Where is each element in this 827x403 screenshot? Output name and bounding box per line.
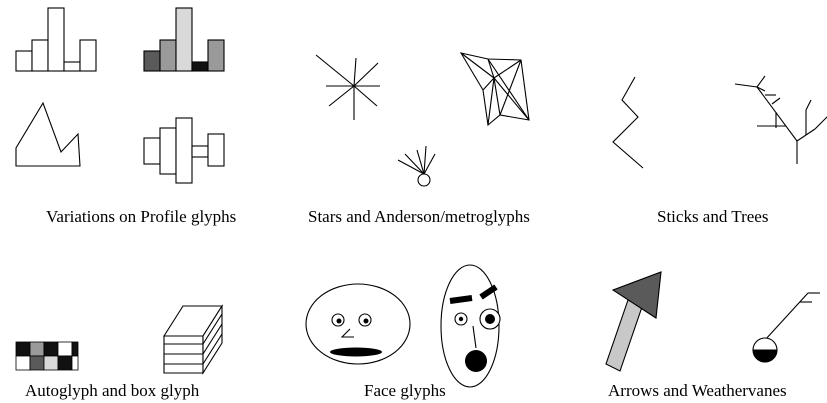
caption-profile: Variations on Profile glyphs xyxy=(46,207,237,226)
tree-glyph xyxy=(735,76,827,164)
profile-symmetric-bar-glyph xyxy=(144,118,224,183)
caption-faces: Face glyphs xyxy=(364,381,446,400)
caption-sticks: Sticks and Trees xyxy=(657,207,769,226)
caption-arrows: Arrows and Weathervanes xyxy=(608,381,787,400)
face-glyph-round xyxy=(306,284,410,364)
autoglyph-grid xyxy=(16,342,78,370)
anderson-metroglyph xyxy=(398,146,435,186)
weathervane-glyph xyxy=(753,293,820,362)
star-polygon-glyph xyxy=(461,53,529,125)
profile-polygon-glyph xyxy=(16,103,80,166)
profile-bar-glyph-shaded xyxy=(144,8,224,71)
profile-bar-glyph-outline xyxy=(16,8,96,71)
box-glyph xyxy=(164,306,222,373)
caption-stars: Stars and Anderson/metroglyphs xyxy=(308,207,530,226)
arrow-glyph xyxy=(606,272,661,371)
face-glyph-oval xyxy=(441,265,500,387)
star-glyph xyxy=(316,55,380,120)
stick-figure-glyph xyxy=(613,77,643,168)
caption-autoglyph: Autoglyph and box glyph xyxy=(25,381,200,400)
